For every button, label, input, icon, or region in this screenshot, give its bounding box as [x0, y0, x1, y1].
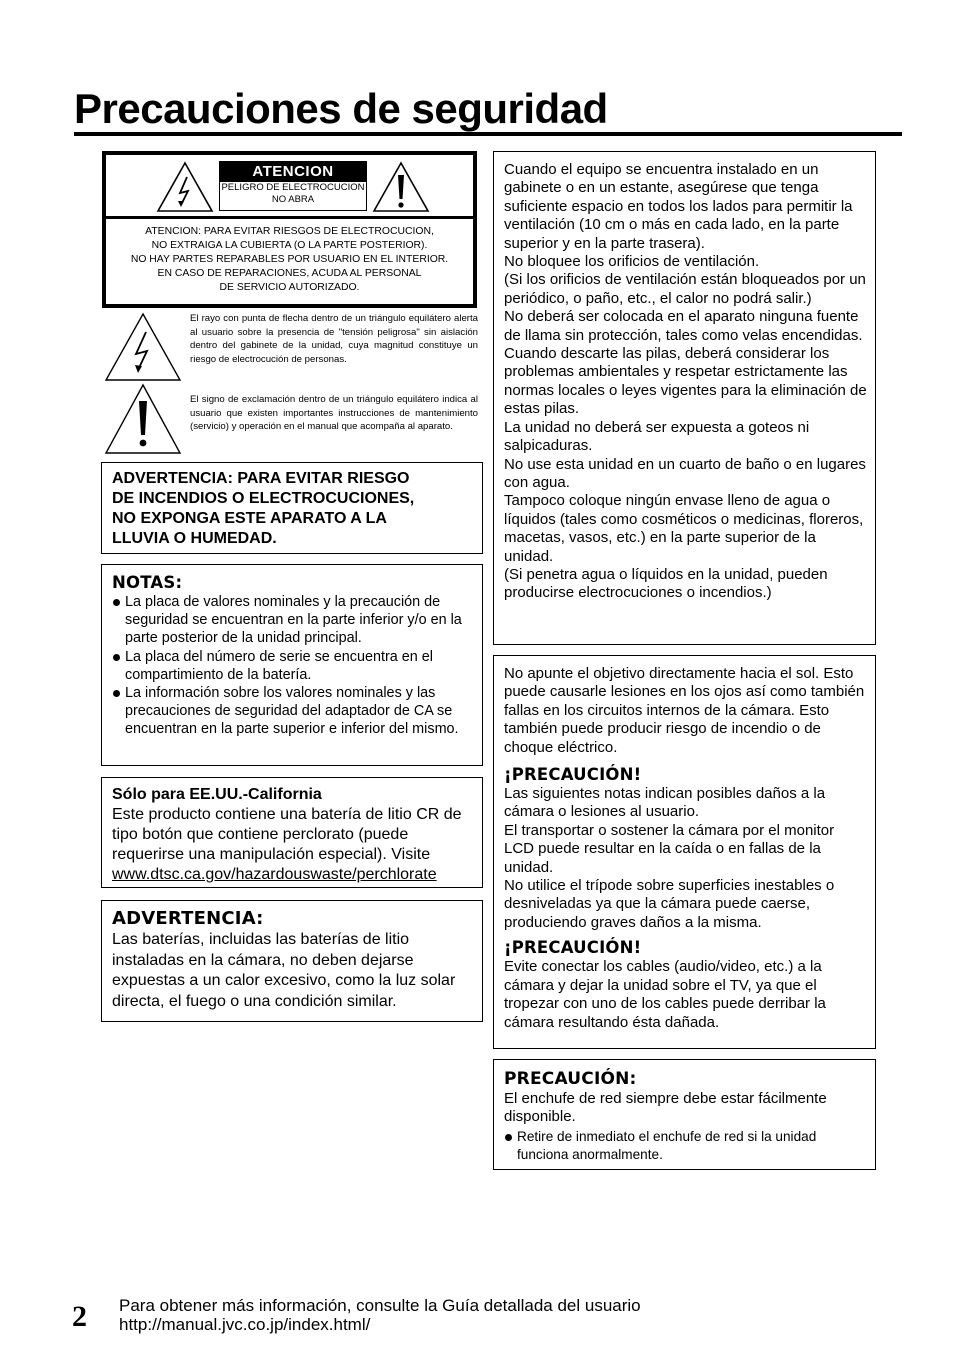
precaution-heading-2: ¡PRECAUCIÓN!	[504, 938, 642, 958]
precaution-content	[504, 665, 867, 1032]
california-body: Este producto contiene una batería de litio CR de tipo botón que contiene perclorato (puede requerirse una manipulación especial). Visite	[112, 806, 462, 863]
paragraph: Evite conectar los cables (audio/video, etc.) a la cámara y dejar la unidad sobre el TV, ya que el tropezar con uno de los cables puede derribar la cámara resultando ésta dañada.	[504, 958, 826, 1031]
fire-warning-text	[112, 469, 474, 549]
atencion-subheading-2: NO ABRA	[271, 194, 315, 205]
title-divider	[74, 132, 902, 136]
plug-precaution-box	[493, 1059, 876, 1170]
footer-line: Para obtener más información, consulte la Guía detallada del usuario	[119, 1296, 641, 1315]
perchlorate-link[interactable]: www.dtsc.ca.gov/hazardouswaste/perchlorate	[112, 866, 437, 883]
atencion-heading: ATENCION	[220, 162, 366, 182]
paragraph: Tampoco coloque ningún envase lleno de agua o líquidos (tales como cosméticos o medicinas, floreros, macetas, vasos, etc.) en la parte superior de la unidad.	[504, 492, 864, 565]
paragraph: La unidad no deberá ser expuesta a goteos ni salpicaduras.	[504, 418, 810, 455]
list-item: La placa de valores nominales y la precaución de seguridad se encuentran en la parte inferior y/o en la parte posterior de la unidad principal.	[112, 593, 474, 648]
exclamation-explanation	[104, 383, 478, 455]
lightning-icon	[156, 161, 214, 213]
notas-heading: NOTAS:	[112, 573, 183, 592]
precaution-box	[493, 655, 876, 1049]
precaution-heading-1: ¡PRECAUCIÓN!	[504, 765, 642, 785]
battery-warning-heading: ADVERTENCIA:	[112, 908, 264, 929]
paragraph: No use esta unidad en un cuarto de baño o en lugares con agua.	[504, 455, 866, 491]
exclamation-explanation-text: El signo de exclamación dentro de un triángulo equilátero indica al usuario que existen importantes instrucciones de mantenimiento (servicio) y operación en el manual que acompaña al aparato.	[190, 394, 478, 433]
battery-warning-content	[112, 908, 468, 1012]
ventilation-box	[493, 151, 876, 645]
plug-precaution-heading: PRECAUCIÓN:	[504, 1069, 637, 1089]
warning-line: NO EXTRAIGA LA CUBIERTA (O LA PARTE POSTERIOR).	[151, 240, 428, 251]
page-title: Precauciones de seguridad	[74, 85, 608, 132]
warning-label	[102, 151, 477, 308]
exclamation-icon	[372, 161, 430, 213]
warning-line: EN CASO DE REPARACIONES, ACUDA AL PERSONAL	[157, 268, 422, 279]
plug-precaution-list	[504, 1128, 867, 1164]
california-heading: Sólo para EE.UU.-California	[112, 786, 322, 803]
fire-warning-line: DE INCENDIOS O ELECTROCUCIONES,	[112, 490, 415, 507]
lightning-explanation-text: El rayo con punta de flecha dentro de un triángulo equilátero alerta al usuario sobre la presencia de "tensión peligrosa" sin aislación dentro del gabinete de la unidad, cuya magnitud constituye un riesgo de electrocución de personas.	[190, 313, 478, 365]
lightning-icon	[104, 312, 182, 382]
paragraph: No deberá ser colocada en el aparato ninguna fuente de llama sin protección, tales como velas encendidas.	[504, 308, 863, 344]
notas-box	[101, 564, 483, 766]
plug-precaution-content	[504, 1068, 867, 1164]
paragraph: Las siguientes notas indican posibles daños a la cámara o lesiones al usuario.	[504, 785, 826, 821]
paragraph: No bloquee los orificios de ventilación.	[504, 253, 760, 271]
warning-line: NO HAY PARTES REPARABLES POR USUARIO EN EL INTERIOR.	[130, 254, 449, 265]
paragraph: El transportar o sostener la cámara por el monitor LCD puede resultar en la caída o en fallas de la unidad.	[504, 821, 835, 876]
notas-list	[112, 593, 474, 739]
fire-warning-line: NO EXPONGA ESTE APARATO A LA	[112, 510, 387, 527]
california-box	[101, 777, 483, 888]
ventilation-content	[504, 161, 867, 603]
fire-warning-box	[101, 462, 483, 554]
list-item: Retire de inmediato el enchufe de red si la unidad funciona anormalmente.	[504, 1128, 867, 1164]
california-content	[112, 785, 468, 885]
warning-label-header	[106, 155, 473, 219]
warning-line: ATENCION: PARA EVITAR RIESGOS DE ELECTROCUCION,	[145, 226, 434, 237]
lightning-explanation	[104, 312, 478, 384]
warning-line: DE SERVICIO AUTORIZADO.	[219, 282, 360, 293]
fire-warning-line: ADVERTENCIA: PARA EVITAR RIESGO	[112, 470, 410, 487]
paragraph: (Si los orificios de ventilación están bloqueados por un periódico, o paño, etc., el calor no podrá salir.)	[504, 271, 866, 307]
list-item: La placa del número de serie se encuentra en el compartimiento de la batería.	[112, 648, 474, 684]
battery-warning-body: Las baterías, incluidas las baterías de litio instaladas en la cámara, no deben dejarse expuestas a un calor excesivo, como la luz solar directa, el fuego o una condición similar.	[112, 931, 456, 1010]
footer-url[interactable]: http://manual.jvc.co.jp/index.html/	[119, 1315, 371, 1334]
paragraph: Cuando el equipo se encuentra instalado en un gabinete o en un estante, asegúrese que tenga suficiente espacio en todos los lados para permitir la ventilación (10 cm o más en cada lado, en la parte superior y en la parte trasera).	[504, 161, 853, 252]
page-number: 2	[72, 1300, 87, 1333]
list-item: La información sobre los valores nominales y las precauciones de seguridad del adaptador de CA se encuentran en la parte superior e inferior del mismo.	[112, 684, 474, 739]
warning-label-text	[106, 225, 473, 295]
atencion-badge	[219, 161, 367, 211]
fire-warning-line: LLUVIA O HUMEDAD.	[112, 530, 277, 547]
plug-precaution-body: El enchufe de red siempre debe estar fácilmente disponible.	[504, 1090, 827, 1126]
sun-warning: No apunte el objetivo directamente hacia el sol. Esto puede causarle lesiones en los ojos así como también fallas en los circuitos internos de la cámara. Esto también puede producir riesgo de incendio o de choque eléctrico.	[504, 665, 865, 756]
exclamation-icon	[104, 383, 182, 455]
battery-warning-box	[101, 900, 483, 1022]
notas-content	[112, 573, 474, 739]
paragraph: Cuando descarte las pilas, deberá considerar los problemas ambientales y respetar estrictamente las normas locales o leyes vigentes para la eliminación de estas pilas.	[504, 345, 867, 418]
atencion-subheading: PELIGRO DE ELECTROCUCION	[221, 182, 365, 193]
paragraph: (Si penetra agua o líquidos en la unidad, pueden producirse electrocuciones o incendios.)	[504, 565, 828, 602]
paragraph: No utilice el trípode sobre superficies inestables o desniveladas ya que la cámara puede caerse, produciendo graves daños a la misma.	[504, 877, 835, 931]
footer-note	[119, 1296, 641, 1334]
